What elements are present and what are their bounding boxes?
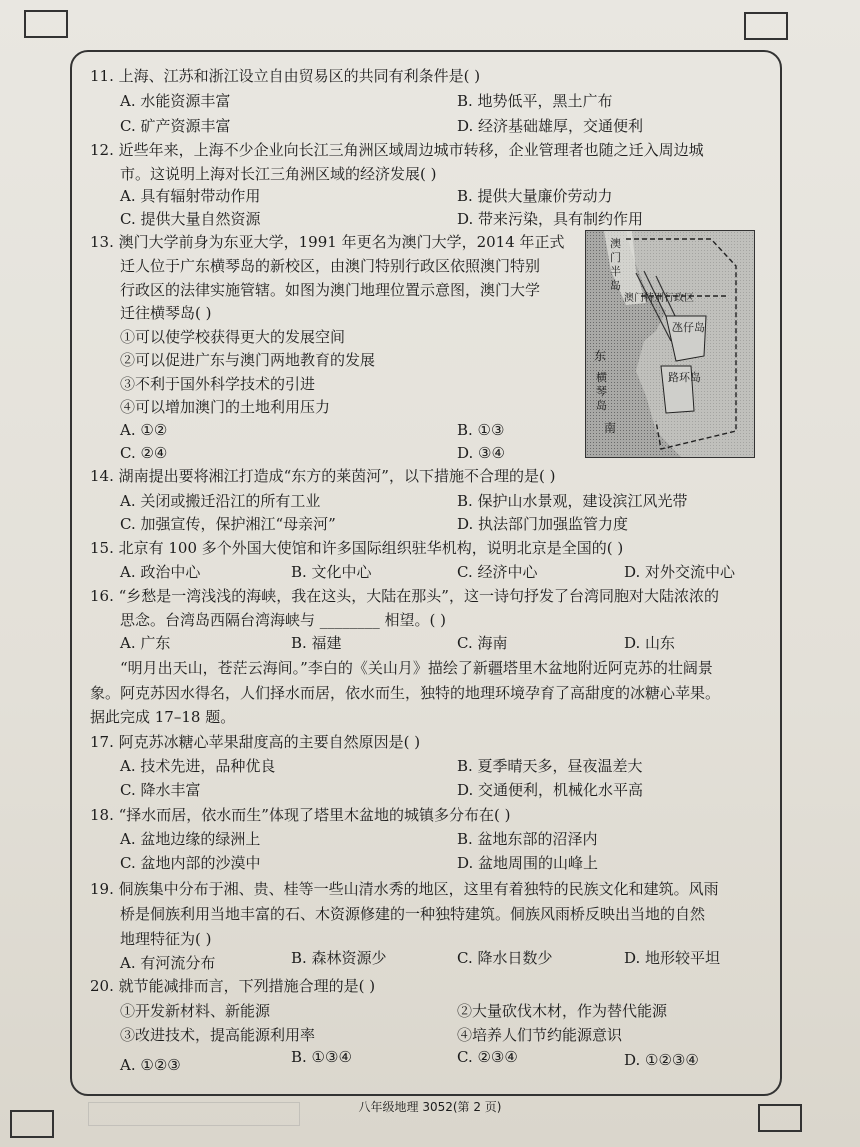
q19-stem-3: 地理特征为( ) — [120, 930, 212, 948]
passage-line-3: 据此完成 17–18 题。 — [90, 708, 236, 726]
q17-option-a: A. 技术先进，品种优良 — [120, 757, 276, 775]
q19-stem-2: 桥是侗族利用当地丰富的石、木资源修建的一种独特建筑。侗族风雨桥反映出当地的自然 — [120, 905, 706, 923]
q17-option-c: C. 降水丰富 — [120, 781, 201, 799]
q15-stem: 15. 北京有 100 多个外国大使馆和许多国际组织驻华机构，说明北京是全国的( ) — [90, 539, 624, 557]
q12-stem-1: 12. 近些年来，上海不少企业向长江三角洲区域周边城市转移，企业管理者也随之迁入周边城 — [90, 141, 704, 159]
map-label-south: 南 — [604, 421, 617, 435]
q19-option-d: D. 地形较平坦 — [624, 949, 721, 967]
q16-option-d: D. 山东 — [624, 634, 676, 652]
q14-option-b: B. 保护山水景观，建设滨江风光带 — [457, 492, 688, 510]
corner-mark-top-left — [24, 10, 68, 38]
q13-statement-1: ①可以使学校获得更大的发展空间 — [120, 328, 346, 346]
q17-option-b: B. 夏季晴天多，昼夜温差大 — [457, 757, 643, 775]
q18-option-c: C. 盆地内部的沙漠中 — [120, 854, 261, 872]
map-label-hengqin: 横琴岛 — [596, 371, 607, 412]
q19-option-c: C. 降水日数少 — [457, 949, 553, 967]
q11-option-d: D. 经济基础雄厚，交通便利 — [457, 117, 644, 135]
q20-statement-1: ①开发新材料、新能源 — [120, 1002, 271, 1020]
q13-statement-4: ④可以增加澳门的土地利用压力 — [120, 398, 331, 416]
q15-option-c: C. 经济中心 — [457, 563, 538, 581]
q13-stem-4: 迁往横琴岛( ) — [120, 304, 212, 322]
q11-option-c: C. 矿产资源丰富 — [120, 117, 231, 135]
q14-option-c: C. 加强宣传，保护湘江“母亲河” — [120, 515, 336, 533]
passage-line-2: 象。阿克苏因水得名，人们择水而居，依水而生，独特的地理环境孕育了高甜度的冰糖心苹果。 — [90, 684, 721, 702]
q19-option-a: A. 有河流分布 — [120, 954, 216, 972]
q13-option-d: D. ③④ — [457, 444, 505, 462]
passage-line-1: “明月出天山，苍茫云海间。”李白的《关山月》描绘了新疆塔里木盆地附近阿克苏的壮阔景 — [120, 659, 713, 677]
q16-option-b: B. 福建 — [291, 634, 342, 652]
q15-option-d: D. 对外交流中心 — [624, 563, 736, 581]
q16-stem-2: 思念。台湾岛西隔台湾海峡与 ________ 相望。( ) — [120, 611, 447, 629]
q20-option-d: D. ①②③④ — [624, 1051, 699, 1069]
q13-statement-2: ②可以促进广东与澳门两地教育的发展 — [120, 351, 376, 369]
q17-option-d: D. 交通便利，机械化水平高 — [457, 781, 644, 799]
map-label-taipa: 氹仔岛 — [672, 321, 705, 334]
q20-option-a: A. ①②③ — [120, 1056, 181, 1074]
q16-option-a: A. 广东 — [120, 634, 171, 652]
q16-stem-1: 16. “乡愁是一湾浅浅的海峡，我在这头，大陆在那头”，这一诗句抒发了台湾同胞对大陆浓浓的 — [90, 587, 719, 605]
q12-option-a: A. 具有辐射带动作用 — [120, 187, 261, 205]
q13-stem-3: 行政区的法律实施管辖。如图为澳门地理位置示意图，澳门大学 — [120, 281, 541, 299]
q13-option-c: C. ②④ — [120, 444, 168, 462]
macau-location-map — [585, 230, 755, 458]
q12-option-b: B. 提供大量廉价劳动力 — [457, 187, 613, 205]
q20-statement-3: ③改进技术，提高能源利用率 — [120, 1026, 316, 1044]
q19-stem-1: 19. 侗族集中分布于湘、贵、桂等一些山清水秀的地区，这里有着独特的民族文化和建筑。风雨 — [90, 880, 719, 898]
q20-stem: 20. 就节能减排而言，下列措施合理的是( ) — [90, 977, 376, 995]
q12-option-d: D. 带来污染，具有制约作用 — [457, 210, 644, 228]
q20-statement-4: ④培养人们节约能源意识 — [457, 1026, 623, 1044]
q15-option-b: B. 文化中心 — [291, 563, 372, 581]
q19-option-b: B. 森林资源少 — [291, 949, 387, 967]
q11-option-b: B. 地势低平，黑土广布 — [457, 92, 613, 110]
q20-option-b: B. ①③④ — [291, 1048, 352, 1066]
q12-option-c: C. 提供大量自然资源 — [120, 210, 261, 228]
q16-option-c: C. 海南 — [457, 634, 508, 652]
map-label-east: 东 — [594, 349, 607, 363]
q18-option-b: B. 盆地东部的沼泽内 — [457, 830, 598, 848]
q13-option-b: B. ①③ — [457, 421, 505, 439]
q13-option-a: A. ①② — [120, 421, 168, 439]
q14-option-a: A. 关闭或搬迁沿江的所有工业 — [120, 492, 321, 510]
map-label-macau-peninsula: 澳门半岛 — [610, 237, 621, 292]
q13-stem-1: 13. 澳门大学前身为东亚大学，1991 年更名为澳门大学，2014 年正式 — [90, 233, 565, 251]
q11-option-a: A. 水能资源丰富 — [120, 92, 231, 110]
q11-stem: 11. 上海、江苏和浙江设立自由贸易区的共同有利条件是( ) — [90, 67, 481, 85]
map-label-coloane: 路环岛 — [668, 371, 701, 384]
q12-stem-2: 市。这说明上海对长江三角洲区域的经济发展( ) — [120, 165, 437, 183]
q20-option-c: C. ②③④ — [457, 1048, 518, 1066]
q13-statement-3: ③不利于国外科学技术的引进 — [120, 375, 316, 393]
map-label-sar: 澳门特别行政区 — [624, 293, 694, 304]
q18-option-a: A. 盆地边缘的绿洲上 — [120, 830, 261, 848]
page-footer: 八年级地理 3052(第 2 页) — [358, 1100, 502, 1114]
q14-option-d: D. 执法部门加强监管力度 — [457, 515, 629, 533]
corner-mark-top-right — [744, 12, 788, 40]
q15-option-a: A. 政治中心 — [120, 563, 201, 581]
q13-stem-2: 迁人位于广东横琴岛的新校区，由澳门特别行政区依照澳门特别 — [120, 257, 541, 275]
q18-stem: 18. “择水而居，依水而生”体现了塔里木盆地的城镇多分布在( ) — [90, 806, 511, 824]
q18-option-d: D. 盆地周围的山峰上 — [457, 854, 599, 872]
q20-statement-2: ②大量砍伐木材，作为替代能源 — [457, 1002, 668, 1020]
q14-stem: 14. 湖南提出要将湘江打造成“东方的莱茵河”，以下措施不合理的是( ) — [90, 467, 556, 485]
q17-stem: 17. 阿克苏冰糖心苹果甜度高的主要自然原因是( ) — [90, 733, 421, 751]
